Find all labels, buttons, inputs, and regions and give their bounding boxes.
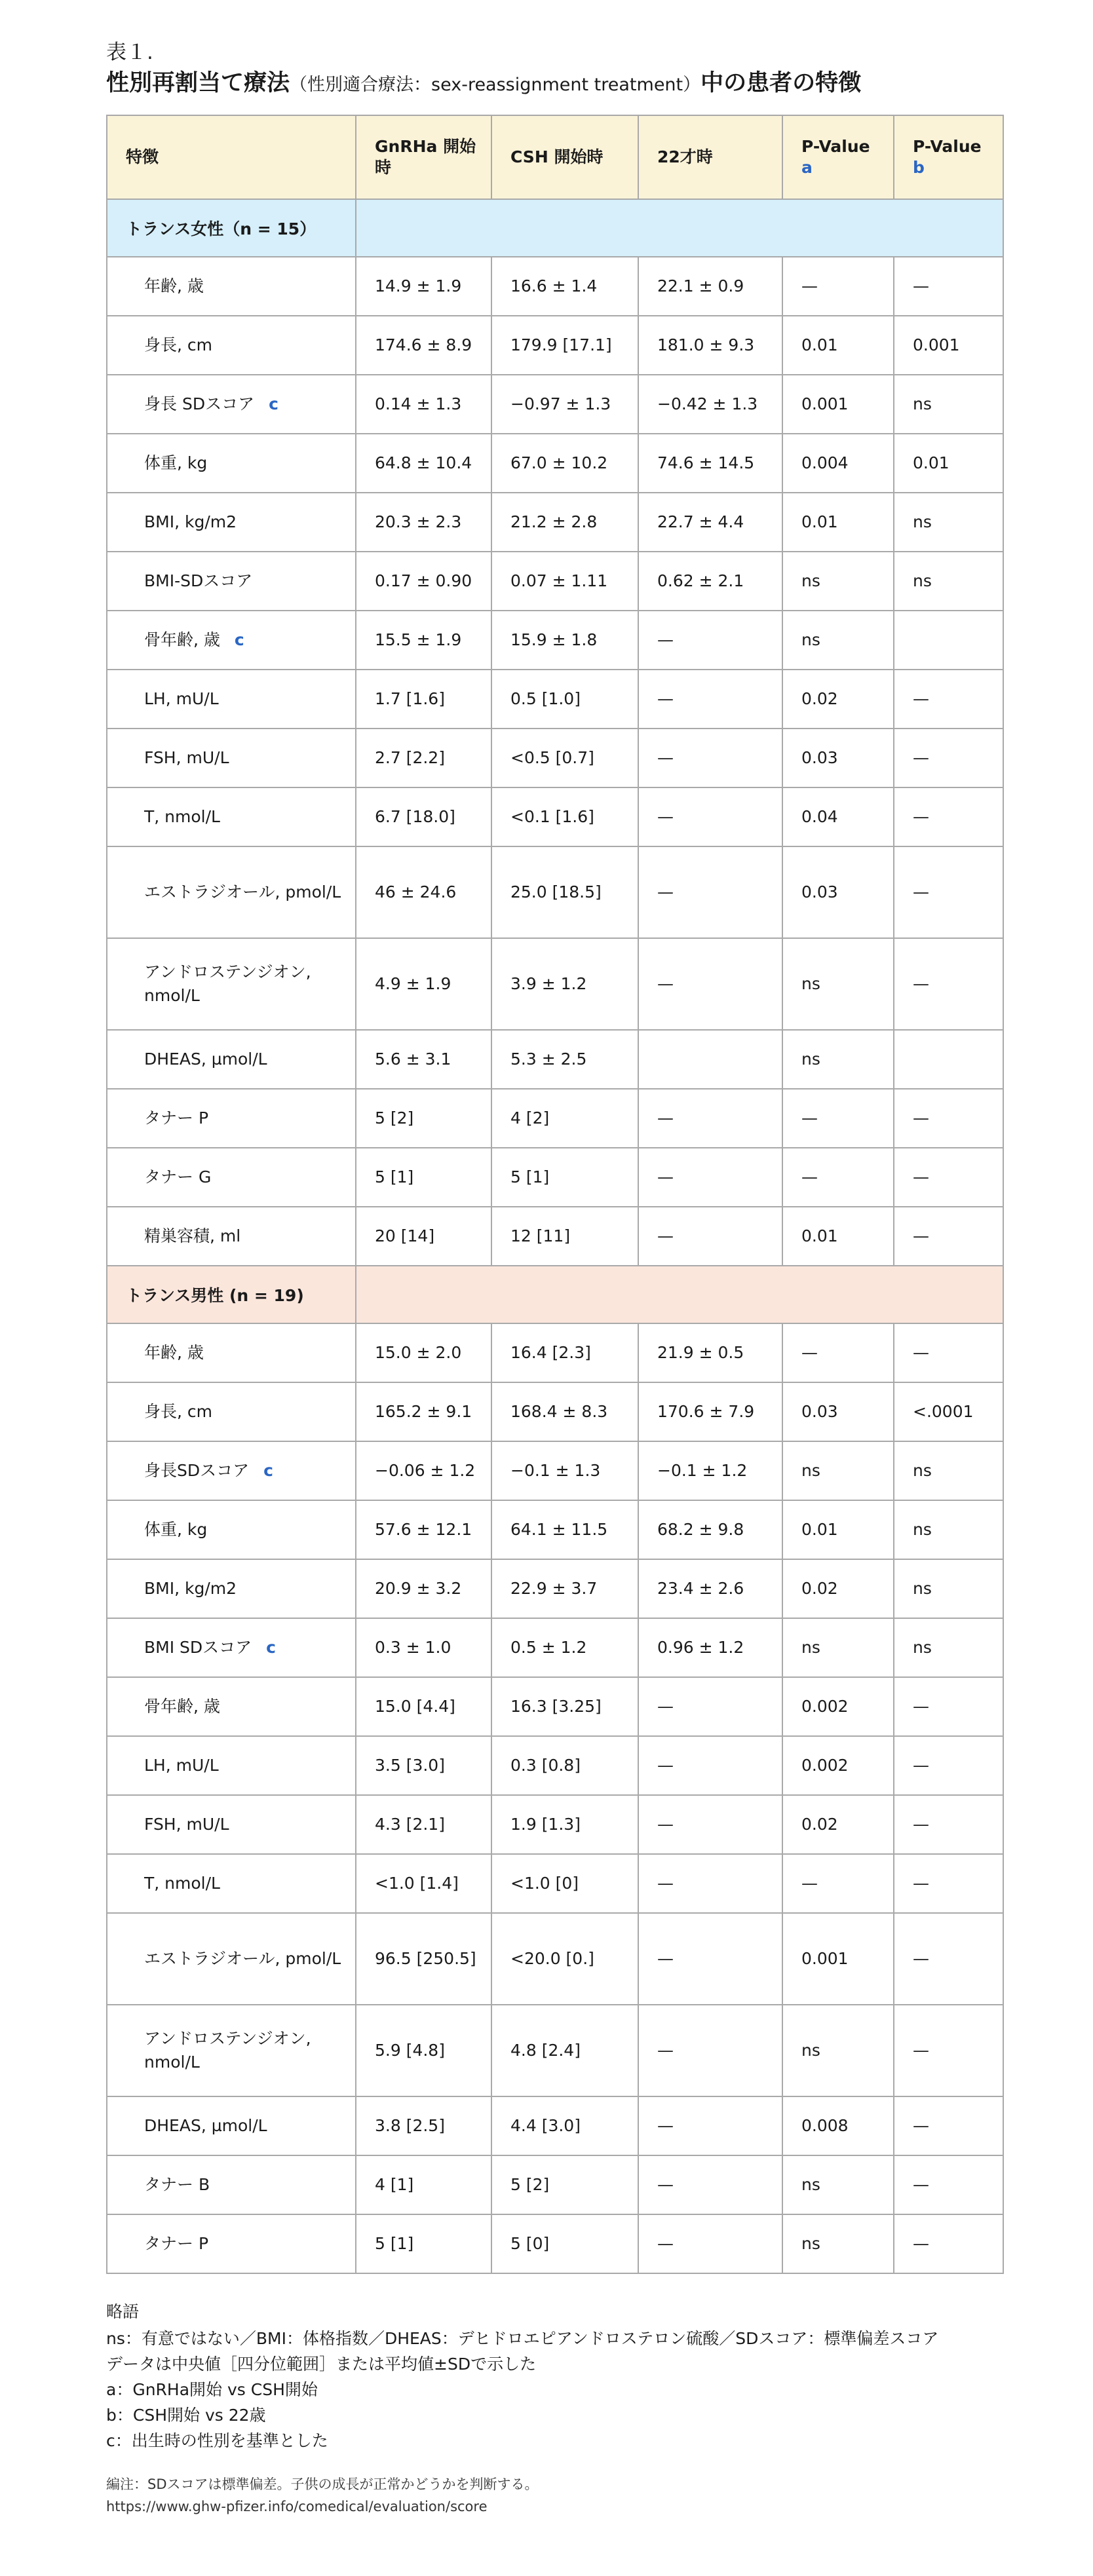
row-label-cell bbox=[107, 787, 356, 846]
table-cell: <20.0 [0.] bbox=[491, 1913, 638, 2005]
row-label-cell bbox=[107, 1736, 356, 1795]
table-cell: 3.8 [2.5] bbox=[356, 2096, 491, 2155]
table-cell: 0.01 bbox=[782, 1500, 894, 1559]
table-cell: −0.97 ± 1.3 bbox=[491, 375, 638, 434]
table-cell: — bbox=[894, 1207, 1003, 1266]
row-label: FSH, mU/L bbox=[144, 1815, 229, 1834]
table-cell: 0.04 bbox=[782, 787, 894, 846]
row-label: タナー G bbox=[144, 1167, 212, 1186]
table-cell: — bbox=[894, 938, 1003, 1030]
table-row bbox=[107, 1382, 1003, 1441]
table-cell: 0.02 bbox=[782, 1795, 894, 1854]
table-cell: 165.2 ± 9.1 bbox=[356, 1382, 491, 1441]
table-cell: 22.1 ± 0.9 bbox=[638, 257, 782, 316]
table-cell bbox=[638, 1030, 782, 1089]
footnote-line: ns：有意ではない／BMI：体格指数／DHEAS：デヒドロエピアンドロステロン硫酸／SDスコア：標準偏差スコア bbox=[106, 2329, 939, 2348]
row-label: タナー B bbox=[144, 2175, 210, 2194]
remark-url: https://www.ghw-pfizer.info/comedical/evaluation/score bbox=[106, 2499, 488, 2514]
column-header bbox=[491, 115, 638, 199]
table-cell: 68.2 ± 9.8 bbox=[638, 1500, 782, 1559]
footnote-marker: c bbox=[266, 1638, 276, 1657]
table-row bbox=[107, 2155, 1003, 2214]
row-label-cell bbox=[107, 1559, 356, 1618]
row-label-cell bbox=[107, 938, 356, 1030]
table-cell: 5.6 ± 3.1 bbox=[356, 1030, 491, 1089]
row-label: 年齢, 歳 bbox=[144, 276, 204, 295]
table-cell: 0.02 bbox=[782, 1559, 894, 1618]
row-label-cell bbox=[107, 2096, 356, 2155]
footnotes-heading: 略語 bbox=[106, 2302, 140, 2321]
table-cell: −0.42 ± 1.3 bbox=[638, 375, 782, 434]
footnote-line: b：CSH開始 vs 22歳 bbox=[106, 2406, 266, 2425]
table-cell: — bbox=[894, 1795, 1003, 1854]
table-row bbox=[107, 1736, 1003, 1795]
row-label-cell bbox=[107, 1207, 356, 1266]
table-cell: <0.5 [0.7] bbox=[491, 729, 638, 787]
row-label: 骨年齢, 歳 bbox=[144, 630, 220, 649]
row-label: DHEAS, µmol/L bbox=[144, 1050, 267, 1069]
table-cell: 20.9 ± 3.2 bbox=[356, 1559, 491, 1618]
row-label-cell bbox=[107, 1618, 356, 1677]
table-cell: 14.9 ± 1.9 bbox=[356, 257, 491, 316]
row-label-cell bbox=[107, 2214, 356, 2273]
table-cell: 16.4 [2.3] bbox=[491, 1323, 638, 1382]
table-row bbox=[107, 1030, 1003, 1089]
table-cell: — bbox=[638, 2096, 782, 2155]
table-cell: — bbox=[894, 1913, 1003, 2005]
table-cell: — bbox=[638, 1795, 782, 1854]
table-cell: 0.03 bbox=[782, 729, 894, 787]
table-cell: 2.7 [2.2] bbox=[356, 729, 491, 787]
table-cell: <1.0 [1.4] bbox=[356, 1854, 491, 1913]
table-cell: — bbox=[894, 1323, 1003, 1382]
footnote-marker: c bbox=[234, 630, 244, 649]
table-header-row bbox=[107, 115, 1003, 199]
table-cell: — bbox=[894, 2005, 1003, 2096]
row-label-cell bbox=[107, 1089, 356, 1148]
table-row bbox=[107, 611, 1003, 670]
row-label-cell bbox=[107, 2005, 356, 2096]
table-cell: 21.9 ± 0.5 bbox=[638, 1323, 782, 1382]
table-cell: 0.01 bbox=[782, 493, 894, 552]
row-label-cell bbox=[107, 611, 356, 670]
patient-characteristics-table bbox=[106, 115, 1004, 2274]
table-cell: ns bbox=[782, 2214, 894, 2273]
row-label-cell bbox=[107, 1795, 356, 1854]
table-cell: ns bbox=[782, 1441, 894, 1500]
table-cell: — bbox=[638, 846, 782, 938]
table-cell: — bbox=[894, 729, 1003, 787]
footnotes bbox=[106, 2299, 1003, 2453]
row-label: 年齢, 歳 bbox=[144, 1343, 204, 1362]
title-subtitle: （性別適合療法：sex-reassignment treatment） bbox=[290, 75, 701, 95]
column-header-label: 22才時 bbox=[657, 147, 713, 166]
table-cell: ns bbox=[894, 1500, 1003, 1559]
table-cell: 0.5 [1.0] bbox=[491, 670, 638, 729]
table-cell: — bbox=[894, 1148, 1003, 1207]
table-row bbox=[107, 493, 1003, 552]
table-cell: — bbox=[894, 2214, 1003, 2273]
table-cell: 67.0 ± 10.2 bbox=[491, 434, 638, 493]
table-cell: — bbox=[782, 1148, 894, 1207]
row-label-cell bbox=[107, 846, 356, 938]
table-cell: 0.5 ± 1.2 bbox=[491, 1618, 638, 1677]
table-cell: ns bbox=[894, 1618, 1003, 1677]
table-cell: 74.6 ± 14.5 bbox=[638, 434, 782, 493]
section-fill bbox=[356, 1266, 1003, 1323]
table-cell: — bbox=[638, 670, 782, 729]
row-label: DHEAS, µmol/L bbox=[144, 2116, 267, 2135]
table-row bbox=[107, 1618, 1003, 1677]
column-header bbox=[107, 115, 356, 199]
row-label-cell bbox=[107, 1382, 356, 1441]
table-cell: — bbox=[638, 611, 782, 670]
table-cell: — bbox=[894, 1089, 1003, 1148]
table-row bbox=[107, 729, 1003, 787]
table-cell: — bbox=[638, 1089, 782, 1148]
table-cell: 21.2 ± 2.8 bbox=[491, 493, 638, 552]
row-label: BMI, kg/m2 bbox=[144, 1579, 237, 1598]
footnote-line: a：GnRHa開始 vs CSH開始 bbox=[106, 2380, 318, 2399]
row-label-cell bbox=[107, 1030, 356, 1089]
row-label: 身長SDスコア bbox=[144, 1461, 250, 1480]
table-row bbox=[107, 257, 1003, 316]
table-row bbox=[107, 552, 1003, 611]
table-cell: 0.17 ± 0.90 bbox=[356, 552, 491, 611]
footnote-line: c：出生時の性別を基準とした bbox=[106, 2431, 328, 2450]
table-row bbox=[107, 2005, 1003, 2096]
row-label: タナー P bbox=[144, 1108, 209, 1127]
section-fill bbox=[356, 199, 1003, 257]
female-section-header bbox=[107, 199, 1003, 257]
table-cell: 20 [14] bbox=[356, 1207, 491, 1266]
row-label-cell bbox=[107, 493, 356, 552]
table-cell: 15.9 ± 1.8 bbox=[491, 611, 638, 670]
table-cell: ns bbox=[894, 552, 1003, 611]
remark-text: 編注：SDスコアは標準偏差。子供の成長が正常かどうかを判断する。 bbox=[106, 2476, 539, 2492]
table-cell: 0.02 bbox=[782, 670, 894, 729]
table-cell bbox=[894, 1030, 1003, 1089]
table-cell: 16.6 ± 1.4 bbox=[491, 257, 638, 316]
table-cell: <.0001 bbox=[894, 1382, 1003, 1441]
table-cell: 15.0 ± 2.0 bbox=[356, 1323, 491, 1382]
table-row bbox=[107, 1677, 1003, 1736]
row-label: 骨年齢, 歳 bbox=[144, 1697, 220, 1716]
table-row bbox=[107, 1913, 1003, 2005]
table-cell: 22.9 ± 3.7 bbox=[491, 1559, 638, 1618]
table-cell: 25.0 [18.5] bbox=[491, 846, 638, 938]
table-cell: 0.01 bbox=[894, 434, 1003, 493]
row-label-cell bbox=[107, 1500, 356, 1559]
table-cell: <0.1 [1.6] bbox=[491, 787, 638, 846]
table-row bbox=[107, 1854, 1003, 1913]
table-cell: — bbox=[638, 1207, 782, 1266]
table-cell: 64.8 ± 10.4 bbox=[356, 434, 491, 493]
footnote-marker: c bbox=[263, 1461, 273, 1480]
table-cell: — bbox=[894, 257, 1003, 316]
table-row bbox=[107, 938, 1003, 1030]
footnote-line: データは中央値［四分位範囲］または平均値±SDで示した bbox=[106, 2355, 537, 2374]
table-cell: 0.001 bbox=[894, 316, 1003, 375]
table-title bbox=[106, 67, 1003, 102]
table-cell: 0.008 bbox=[782, 2096, 894, 2155]
table-cell: — bbox=[638, 1736, 782, 1795]
table-cell: 64.1 ± 11.5 bbox=[491, 1500, 638, 1559]
table-cell: — bbox=[638, 2214, 782, 2273]
table-cell: 5 [2] bbox=[491, 2155, 638, 2214]
table-cell: — bbox=[894, 1736, 1003, 1795]
row-label-cell bbox=[107, 434, 356, 493]
row-label-cell bbox=[107, 375, 356, 434]
table-cell: 0.002 bbox=[782, 1736, 894, 1795]
table-cell: ns bbox=[894, 375, 1003, 434]
table-cell: — bbox=[638, 1148, 782, 1207]
table-cell: ns bbox=[782, 2005, 894, 2096]
table-cell: ns bbox=[782, 2155, 894, 2214]
table-cell: — bbox=[638, 938, 782, 1030]
column-header bbox=[638, 115, 782, 199]
table-cell: — bbox=[638, 1913, 782, 2005]
column-header bbox=[356, 115, 491, 199]
table-cell: 5 [2] bbox=[356, 1089, 491, 1148]
table-cell: 6.7 [18.0] bbox=[356, 787, 491, 846]
table-cell: 5.9 [4.8] bbox=[356, 2005, 491, 2096]
table-cell: 23.4 ± 2.6 bbox=[638, 1559, 782, 1618]
row-label-cell bbox=[107, 257, 356, 316]
column-header bbox=[894, 115, 1003, 199]
table-cell: 0.3 [0.8] bbox=[491, 1736, 638, 1795]
table-row bbox=[107, 846, 1003, 938]
table-row bbox=[107, 1500, 1003, 1559]
table-cell: 5 [0] bbox=[491, 2214, 638, 2273]
row-label-cell bbox=[107, 1913, 356, 2005]
row-label: エストラジオール, pmol/L bbox=[144, 882, 341, 901]
table-cell: — bbox=[894, 1677, 1003, 1736]
row-label: 身長 SDスコア bbox=[144, 394, 255, 413]
row-label: BMI SDスコア bbox=[144, 1638, 252, 1657]
table-cell: 0.14 ± 1.3 bbox=[356, 375, 491, 434]
row-label: 身長, cm bbox=[144, 1402, 212, 1421]
row-label: タナー P bbox=[144, 2234, 209, 2253]
row-label-cell bbox=[107, 1854, 356, 1913]
table-cell: — bbox=[638, 2155, 782, 2214]
editor-remark bbox=[106, 2473, 1003, 2518]
table-cell: — bbox=[782, 1089, 894, 1148]
footnote-lines bbox=[106, 2326, 1003, 2453]
table-cell: −0.1 ± 1.2 bbox=[638, 1441, 782, 1500]
table-cell: 179.9 [17.1] bbox=[491, 316, 638, 375]
table-cell: 0.01 bbox=[782, 316, 894, 375]
table-cell: 0.62 ± 2.1 bbox=[638, 552, 782, 611]
table-cell: 168.4 ± 8.3 bbox=[491, 1382, 638, 1441]
row-label: LH, mU/L bbox=[144, 689, 219, 708]
table-cell: <1.0 [0] bbox=[491, 1854, 638, 1913]
table-cell: 3.9 ± 1.2 bbox=[491, 938, 638, 1030]
table-cell: 4 [1] bbox=[356, 2155, 491, 2214]
table-row bbox=[107, 1441, 1003, 1500]
table-row bbox=[107, 670, 1003, 729]
table-cell: 0.03 bbox=[782, 1382, 894, 1441]
table-cell: 5 [1] bbox=[491, 1148, 638, 1207]
row-label-cell bbox=[107, 552, 356, 611]
row-label-cell bbox=[107, 1323, 356, 1382]
table-cell: — bbox=[638, 1677, 782, 1736]
table-cell: ns bbox=[782, 552, 894, 611]
column-header-label: P-Value bbox=[801, 137, 870, 156]
table-cell: 4 [2] bbox=[491, 1089, 638, 1148]
row-label: LH, mU/L bbox=[144, 1756, 219, 1775]
table-cell: 5 [1] bbox=[356, 2214, 491, 2273]
table-cell: 16.3 [3.25] bbox=[491, 1677, 638, 1736]
row-label-cell bbox=[107, 1677, 356, 1736]
row-label: 体重, kg bbox=[144, 1520, 208, 1539]
table-cell: 5 [1] bbox=[356, 1148, 491, 1207]
row-label: 身長, cm bbox=[144, 335, 212, 354]
table-cell: — bbox=[638, 787, 782, 846]
table-cell: ns bbox=[782, 611, 894, 670]
column-header-label: CSH 開始時 bbox=[510, 147, 604, 166]
table-cell: — bbox=[894, 670, 1003, 729]
row-label: BMI, kg/m2 bbox=[144, 512, 237, 531]
table-cell: 57.6 ± 12.1 bbox=[356, 1500, 491, 1559]
table-cell: 3.5 [3.0] bbox=[356, 1736, 491, 1795]
table-cell: — bbox=[782, 1323, 894, 1382]
table-cell bbox=[894, 611, 1003, 670]
table-cell: 4.3 [2.1] bbox=[356, 1795, 491, 1854]
row-label: T, nmol/L bbox=[144, 807, 220, 826]
table-cell: 46 ± 24.6 bbox=[356, 846, 491, 938]
table-cell: 170.6 ± 7.9 bbox=[638, 1382, 782, 1441]
table-cell: 15.0 [4.4] bbox=[356, 1677, 491, 1736]
table-cell: 0.004 bbox=[782, 434, 894, 493]
title-main-after: 中の患者の特徴 bbox=[700, 70, 862, 96]
table-cell: 0.03 bbox=[782, 846, 894, 938]
table-cell: — bbox=[638, 2005, 782, 2096]
table-cell: — bbox=[894, 1854, 1003, 1913]
table-cell: ns bbox=[782, 1030, 894, 1089]
table-row bbox=[107, 1323, 1003, 1382]
row-label: 精巣容積, ml bbox=[144, 1226, 241, 1245]
table-body bbox=[107, 199, 1003, 2273]
table-cell: — bbox=[894, 2155, 1003, 2214]
table-row bbox=[107, 1148, 1003, 1207]
table-cell: — bbox=[782, 1854, 894, 1913]
table-cell: 174.6 ± 8.9 bbox=[356, 316, 491, 375]
table-cell: 12 [11] bbox=[491, 1207, 638, 1266]
table-cell: 15.5 ± 1.9 bbox=[356, 611, 491, 670]
table-label: 表１. bbox=[106, 41, 153, 64]
row-label: 体重, kg bbox=[144, 453, 208, 472]
table-row bbox=[107, 434, 1003, 493]
column-header-label: 特徴 bbox=[126, 147, 159, 166]
table-cell: 0.001 bbox=[782, 375, 894, 434]
table-cell: 0.07 ± 1.11 bbox=[491, 552, 638, 611]
column-header-note: a bbox=[801, 158, 813, 177]
table-cell: 4.4 [3.0] bbox=[491, 2096, 638, 2155]
table-row bbox=[107, 375, 1003, 434]
row-label: エストラジオール, pmol/L bbox=[144, 1949, 341, 1968]
table-row bbox=[107, 1559, 1003, 1618]
row-label-cell bbox=[107, 729, 356, 787]
table-cell: — bbox=[782, 257, 894, 316]
male-section-header bbox=[107, 1266, 1003, 1323]
row-label: アンドロステンジオン, nmol/L bbox=[144, 2029, 311, 2072]
table-cell: 1.9 [1.3] bbox=[491, 1795, 638, 1854]
table-row bbox=[107, 1089, 1003, 1148]
table-row bbox=[107, 787, 1003, 846]
table-row bbox=[107, 1795, 1003, 1854]
column-header-label: P-Value bbox=[913, 137, 982, 156]
section-title: トランス男性 (n = 19) bbox=[107, 1266, 356, 1323]
table-cell: ns bbox=[894, 1559, 1003, 1618]
row-label: アンドロステンジオン, nmol/L bbox=[144, 962, 311, 1005]
table-row bbox=[107, 2214, 1003, 2273]
table-cell: 4.9 ± 1.9 bbox=[356, 938, 491, 1030]
row-label: T, nmol/L bbox=[144, 1874, 220, 1893]
row-label: FSH, mU/L bbox=[144, 748, 229, 767]
column-header-label: GnRHa 開始時 bbox=[375, 137, 476, 177]
table-cell: 0.001 bbox=[782, 1913, 894, 2005]
table-cell: 1.7 [1.6] bbox=[356, 670, 491, 729]
document-page bbox=[106, 38, 1003, 2518]
footnote-marker: c bbox=[269, 394, 278, 413]
table-row bbox=[107, 1207, 1003, 1266]
table-cell: 0.96 ± 1.2 bbox=[638, 1618, 782, 1677]
table-cell: 0.002 bbox=[782, 1677, 894, 1736]
table-cell: 0.01 bbox=[782, 1207, 894, 1266]
column-header bbox=[782, 115, 894, 199]
table-cell: — bbox=[638, 1854, 782, 1913]
table-cell: ns bbox=[894, 493, 1003, 552]
row-label-cell bbox=[107, 316, 356, 375]
table-cell: ns bbox=[894, 1441, 1003, 1500]
table-cell: 5.3 ± 2.5 bbox=[491, 1030, 638, 1089]
table-cell: — bbox=[638, 729, 782, 787]
row-label-cell bbox=[107, 2155, 356, 2214]
table-cell: ns bbox=[782, 1618, 894, 1677]
row-label-cell bbox=[107, 1148, 356, 1207]
table-cell: ns bbox=[782, 938, 894, 1030]
table-cell: 96.5 [250.5] bbox=[356, 1913, 491, 2005]
title-main-before: 性別再割当て療法 bbox=[106, 70, 290, 96]
table-cell: — bbox=[894, 846, 1003, 938]
table-cell: 4.8 [2.4] bbox=[491, 2005, 638, 2096]
section-title: トランス女性（n = 15） bbox=[107, 199, 356, 257]
table-cell: −0.06 ± 1.2 bbox=[356, 1441, 491, 1500]
table-cell: −0.1 ± 1.3 bbox=[491, 1441, 638, 1500]
column-header-note: b bbox=[913, 158, 925, 177]
table-row bbox=[107, 316, 1003, 375]
table-cell: 22.7 ± 4.4 bbox=[638, 493, 782, 552]
table-row bbox=[107, 2096, 1003, 2155]
table-cell: 0.3 ± 1.0 bbox=[356, 1618, 491, 1677]
row-label: BMI-SDスコア bbox=[144, 571, 253, 590]
row-label-cell bbox=[107, 1441, 356, 1500]
row-label-cell bbox=[107, 670, 356, 729]
table-cell: 20.3 ± 2.3 bbox=[356, 493, 491, 552]
table-cell: — bbox=[894, 2096, 1003, 2155]
table-cell: 181.0 ± 9.3 bbox=[638, 316, 782, 375]
table-cell: — bbox=[894, 787, 1003, 846]
